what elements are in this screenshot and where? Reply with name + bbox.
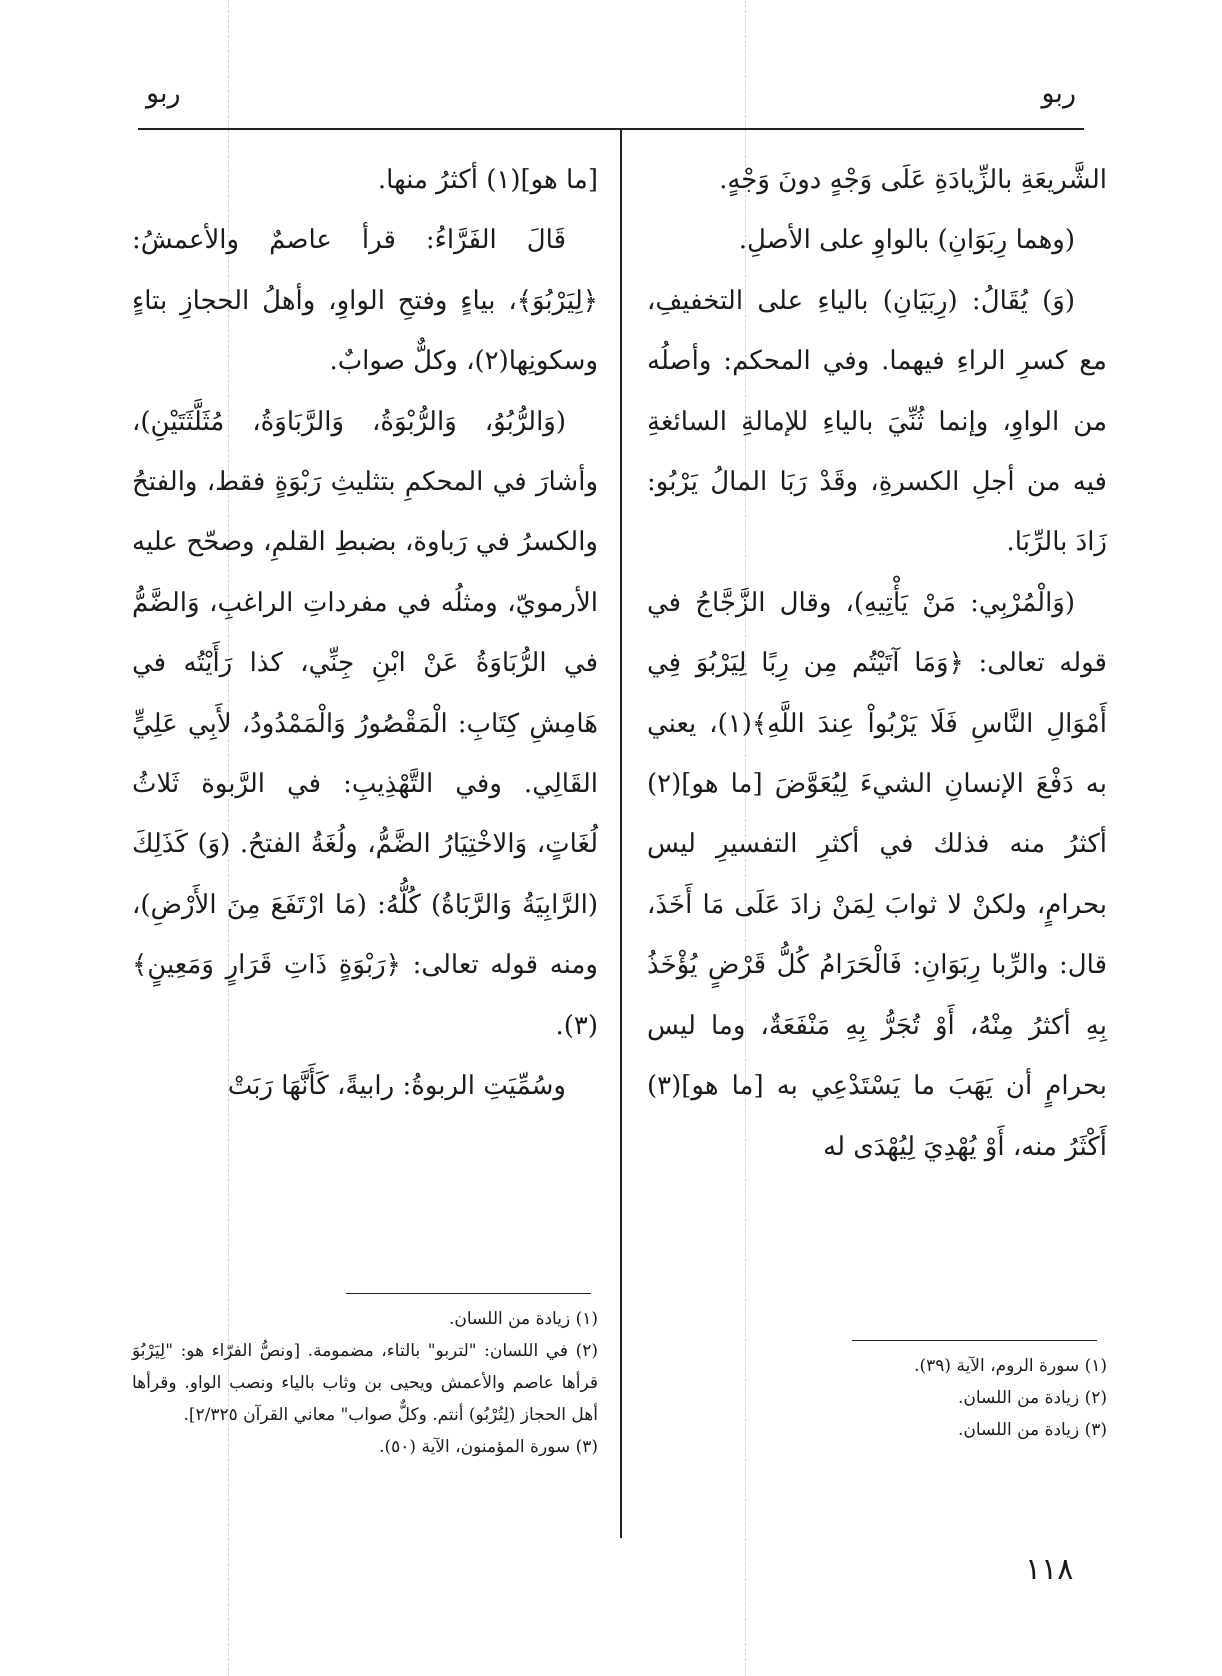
footnote: (١) سورة الروم، الآية (٣٩). bbox=[914, 1356, 1107, 1376]
footnote-separator bbox=[346, 1293, 591, 1294]
paragraph: وسُمِّيَتِ الربوةُ: رابيةً، كَأَنَّهَا رَبَتْ bbox=[227, 1071, 566, 1102]
paragraph: (وَالْمُرْبِي: مَنْ يَأْتِيهِ)، وقال الزَّجَّاجُ في قوله تعالى: ﴿وَمَا آتَيْتُم مِن رِبًا لِيَرْبُوَ فِي أَمْوَالِ النَّاسِ فَلَا يَرْبُواْ عِندَ اللَّهِ﴾(١)، يعني به دَفْعَ الإنسانِ الشيءَ لِيُعَوَّضَ [ما هو](٢) أكثرُ منه فذلك في أكثرِ التفسيرِ ليس بحرامٍ، ولكنْ لا ثوابَ لِمَنْ زادَ عَلَى مَا أَخَذَ، قال: والرِّبا رِبَوَانِ: فَالْحَرَامُ كُلُّ قَرْضٍ يُؤْخَذُ بِهِ أكثرُ مِنْهُ، أَوْ تُجَرُّ بِهِ مَنْفَعَةٌ، وما ليس بحرامٍ أن يَهَبَ ما يَسْتَدْعِي به [ما هو](٣) أَكْثَرُ منه، أَوْ يُهْدِيَ لِيُهْدَى له bbox=[647, 587, 1107, 1162]
header-rule bbox=[138, 128, 1084, 130]
right-column bbox=[647, 150, 1107, 1177]
footnote: (٣) سورة المؤمنون، الآية (٥٠). bbox=[379, 1437, 598, 1457]
footnote-separator bbox=[852, 1340, 1097, 1341]
column-divider bbox=[620, 128, 622, 1538]
paragraph: (وَالرُّبُوُ، وَالرُّبْوَةُ، وَالرَّبَاوَةُ، مُثَلَّثَتَيْنِ)، وأشارَ في المحكمِ بتثليثِ رَبْوَةٍ فقط، والفتحُ والكسرُ في رَباوة، بضبطِ القلمِ، وصحّح عليه الأرمويّ، ومثلُه في مفرداتِ الراغبِ، وَالضَّمُّ في الرُّبَاوَةُ عَنْ ابْنِ جِنِّي، كذا رَأَيْتُه في هَامِشِ كِتَابِ: الْمَقْصُورُ وَالْمَمْدُودُ، لأَبِي عَلِيٍّ القَالِي. وفي التَّهْذِيبِ: في الرَّبوة ثَلاثُ لُغَاتٍ، وَالاخْتِيَارُ الضَّمُّ، ولُغَةُ الفتحُ. (وَ) كَذَلِكَ (الرَّابِيَةُ وَالرَّبَاةُ) كُلُّهُ: (مَا ارْتَفَعَ مِنَ الأَرْضِ)، ومنه قوله تعالى: ﴿رَبْوَةٍ ذَاتِ قَرَارٍ وَمَعِينٍ﴾(٣). bbox=[132, 406, 598, 1041]
running-title-right: ربو bbox=[1041, 78, 1076, 109]
running-title-left: ربو bbox=[146, 78, 181, 109]
paragraph: الشَّريعَةِ بالزِّيادَةِ عَلَى وَجْهٍ دونَ وَجْهٍ. bbox=[719, 165, 1107, 195]
paragraph: [ما هو](١) أكثرُ منها. bbox=[377, 165, 598, 195]
footnote: (١) زيادة من اللسان. bbox=[448, 1309, 598, 1329]
left-column bbox=[132, 150, 598, 1117]
left-footnotes bbox=[132, 1303, 598, 1463]
right-footnotes bbox=[647, 1350, 1107, 1446]
paragraph: (وَ) يُقَالُ: (رِبَيَانِ) بالياءِ على التخفيفِ، مع كسرِ الراءِ فيهما. وفي المحكم: وأصلُه من الواوِ، وإنما ثُنِّيَ بالياءِ للإمالةِ السائغةِ فيه من أجلِ الكسرةِ، وقَدْ رَبَا المالُ يَرْبُو: زَادَ بالرِّبَا. bbox=[647, 285, 1107, 558]
page-number: ١١٨ bbox=[1025, 1552, 1074, 1587]
paragraph: (وهما رِبَوَانِ) بالواوِ على الأصلِ. bbox=[738, 225, 1075, 256]
footnote: (٢) في اللسان: "لتربو" بالتاء، مضمومة. [ونصُّ الفرّاء هو: "لِيَرْبُوَ قرأها عاصم والأعمش ويحيى بن وثاب بالياء ونصب الواو. وقرأها أهل الحجاز (لِتُرْبُو) أنتم. وكلٌّ صواب" معاني القرآن ٢/٣٢٥]. bbox=[132, 1341, 598, 1425]
footnote: (٢) زيادة من اللسان. bbox=[957, 1388, 1107, 1408]
paragraph: قَالَ الفَرَّاءُ: قرأ عاصمٌ والأعمشُ: ﴿لِيَرْبُوَ﴾، بياءٍ وفتحِ الواوِ، وأهلُ الحجازِ بتاءٍ وسكونِها(٢)، وكلٌّ صوابٌ. bbox=[132, 225, 598, 377]
page-header bbox=[138, 78, 1084, 128]
footnote: (٣) زيادة من اللسان. bbox=[957, 1420, 1107, 1440]
